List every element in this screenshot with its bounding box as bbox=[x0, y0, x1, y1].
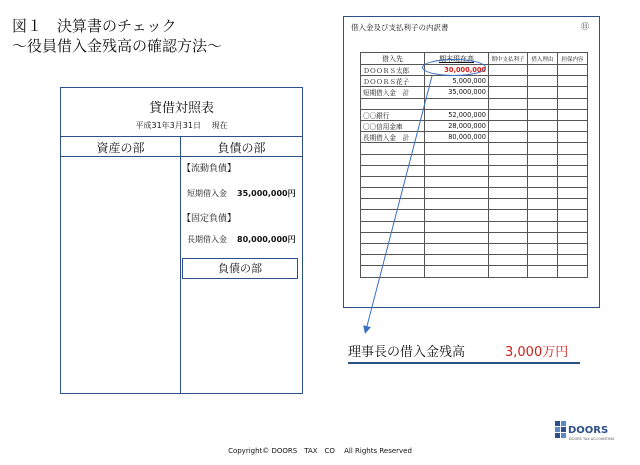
balance-sheet-date: 平成31年3月31日 現在 bbox=[135, 121, 228, 130]
column-header: 借入理由 bbox=[528, 53, 558, 65]
amount-cell: 5,000,000 bbox=[425, 76, 489, 87]
short-term-loan-amount: 35,000,000円 bbox=[237, 189, 296, 198]
balance-sheet-title: 貸借対照表 bbox=[148, 101, 214, 116]
lender-cell: 〇〇信用金庫 bbox=[361, 120, 425, 131]
liabilities-header: 負債の部 bbox=[217, 141, 266, 155]
amount-cell: 35,000,000 bbox=[425, 87, 489, 98]
long-term-loan-label: 長期借入金 bbox=[187, 235, 227, 244]
lender-cell: ＤＯＯＲＳ太郎 bbox=[361, 65, 425, 76]
summary-label: 理事長の借入金残高 bbox=[348, 345, 466, 360]
amount-cell: 30,000,000 bbox=[425, 65, 489, 76]
current-liabilities-section: 【流動負債】 bbox=[182, 164, 237, 174]
short-term-loan-label: 短期借入金 bbox=[187, 189, 227, 198]
lender-cell: 短期借入金 計 bbox=[361, 87, 425, 98]
doors-logo-icon bbox=[555, 421, 567, 441]
lender-cell: ＤＯＯＲＳ花子 bbox=[361, 76, 425, 87]
column-header: 期中支払利子 bbox=[489, 53, 528, 65]
amount-cell: 80,000,000 bbox=[425, 132, 489, 143]
liabilities-total-box: 負債の部 bbox=[182, 258, 298, 279]
lender-cell: 〇〇銀行 bbox=[361, 109, 425, 120]
amount-cell: 28,000,000 bbox=[425, 120, 489, 131]
summary-value: 3,000万円 bbox=[505, 345, 569, 360]
column-header: 借入先 bbox=[361, 53, 425, 65]
lender-cell: 長期借入金 計 bbox=[361, 132, 425, 143]
assets-header: 資産の部 bbox=[96, 141, 145, 155]
document-title: 借入金及び支払利子の内訳書 bbox=[351, 23, 449, 32]
column-header: 期末現在高 bbox=[425, 53, 489, 65]
summary-line bbox=[348, 338, 580, 364]
amount-cell: 52,000,000 bbox=[425, 109, 489, 120]
page-number: ⑪ bbox=[581, 22, 589, 31]
figure-title-line2: ～役員借入金残高の確認方法～ bbox=[12, 37, 223, 55]
long-term-loan-amount: 80,000,000円 bbox=[237, 235, 296, 244]
logo-subtext: DOORS TAX ACCOUNTING bbox=[569, 437, 615, 441]
fixed-liabilities-section: 【固定負債】 bbox=[182, 214, 237, 224]
logo-text: DOORS bbox=[568, 425, 609, 436]
figure-title-line1: 図１ 決算書のチェック bbox=[12, 17, 177, 35]
column-header: 担保内容 bbox=[558, 53, 588, 65]
copyright: Copyright© DOORS TAX CO All Rights Reserved bbox=[228, 447, 412, 455]
